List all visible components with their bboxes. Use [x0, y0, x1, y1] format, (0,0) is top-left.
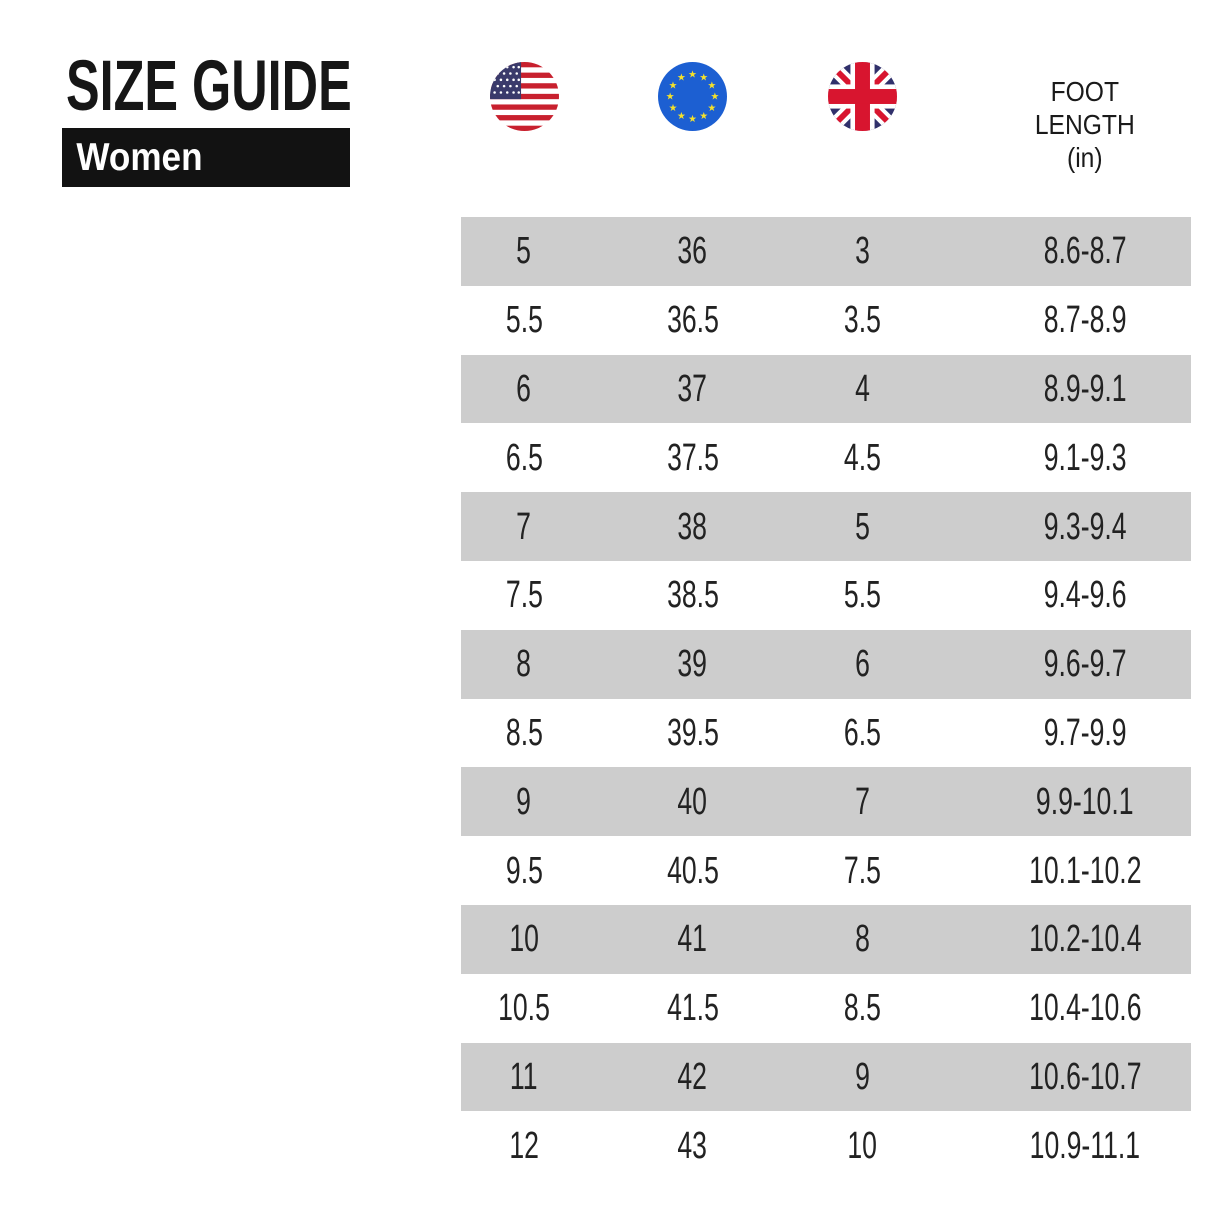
- eu-size-cell: 41: [677, 918, 708, 961]
- uk-size-cell: 8: [855, 918, 870, 961]
- eu-flag-icon: [658, 62, 727, 131]
- uk-flag-icon: [828, 62, 897, 131]
- svg-text:★: ★: [707, 80, 717, 92]
- page-title-text: SIZE GUIDE: [66, 47, 352, 126]
- eu-size-cell: 41.5: [666, 987, 719, 1030]
- uk-size-cell: 4: [855, 367, 870, 410]
- uk-size-cell: 5.5: [844, 574, 881, 617]
- foot-length-cell: 9.4-9.6: [1043, 574, 1127, 617]
- foot-length-label: [1035, 75, 1135, 174]
- size-table-row: [461, 286, 1191, 355]
- eu-size-cell: 36: [677, 230, 708, 273]
- eu-size-cell: 42: [677, 1055, 708, 1098]
- us-size-cell: 8: [516, 643, 532, 686]
- page-title: [66, 47, 468, 126]
- foot-length-cell: 9.6-9.7: [1043, 643, 1127, 686]
- uk-size-cell: 8.5: [844, 987, 881, 1030]
- svg-text:★: ★: [668, 102, 678, 114]
- column-header-eu: [587, 62, 798, 174]
- uk-size-cell: 10: [847, 1124, 878, 1167]
- size-table-row: [461, 217, 1191, 286]
- eu-size-cell: 38: [677, 505, 708, 548]
- size-table-header: [461, 62, 1191, 174]
- uk-size-cell: 3: [855, 230, 870, 273]
- column-header-uk: [798, 62, 927, 174]
- uk-size-cell: 9: [855, 1055, 870, 1098]
- svg-text:★: ★: [688, 114, 697, 126]
- us-size-cell: 5.5: [505, 299, 543, 342]
- uk-size-cell: 6.5: [844, 711, 881, 754]
- size-table-row: [461, 630, 1191, 699]
- eu-size-cell: 40.5: [666, 849, 719, 892]
- eu-size-cell: 40: [677, 780, 708, 823]
- foot-length-cell: 9.7-9.9: [1043, 711, 1127, 754]
- svg-text:★: ★: [688, 69, 697, 81]
- foot-length-line-1: FOOT: [1050, 76, 1120, 107]
- eu-size-cell: 36.5: [666, 299, 719, 342]
- foot-length-cell: 10.2-10.4: [1028, 918, 1142, 961]
- us-size-cell: 6.5: [505, 436, 543, 479]
- eu-size-cell: 43: [677, 1124, 708, 1167]
- uk-size-cell: 6: [855, 643, 870, 686]
- foot-length-cell: 8.7-8.9: [1043, 299, 1127, 342]
- us-size-cell: 11: [510, 1055, 538, 1098]
- size-table-row: [461, 423, 1191, 492]
- size-table-row: [461, 1043, 1191, 1112]
- column-header-foot-length: [927, 62, 1191, 174]
- us-size-cell: 7.5: [505, 574, 543, 617]
- size-table-row: [461, 699, 1191, 768]
- eu-size-cell: 37: [677, 367, 708, 410]
- foot-length-line-3: (in): [1067, 142, 1103, 173]
- svg-text:★: ★: [668, 80, 678, 92]
- foot-length-cell: 8.6-8.7: [1043, 230, 1127, 273]
- svg-text:★: ★: [676, 72, 686, 84]
- size-table-row: [461, 974, 1191, 1043]
- us-size-cell: 12: [509, 1124, 539, 1167]
- svg-text:★: ★: [665, 91, 675, 103]
- us-size-cell: 10: [509, 918, 539, 961]
- foot-length-cell: 10.9-11.1: [1029, 1124, 1141, 1167]
- uk-size-cell: 4.5: [844, 436, 881, 479]
- svg-text:★: ★: [707, 102, 717, 114]
- uk-size-cell: 3.5: [844, 299, 881, 342]
- us-size-cell: 10.5: [498, 987, 550, 1030]
- eu-size-cell: 37.5: [666, 436, 719, 479]
- eu-size-cell: 38.5: [666, 574, 719, 617]
- eu-size-cell: 39: [677, 643, 708, 686]
- foot-length-cell: 10.4-10.6: [1028, 987, 1142, 1030]
- gender-badge: [62, 128, 350, 187]
- svg-text:★: ★: [676, 111, 686, 123]
- foot-length-cell: 9.9-10.1: [1036, 780, 1134, 823]
- us-flag-icon: [490, 62, 559, 131]
- foot-length-cell: 8.9-9.1: [1043, 367, 1127, 410]
- us-size-cell: 6: [516, 367, 532, 410]
- size-table-row: [461, 1111, 1191, 1180]
- gender-badge-label: Women: [76, 136, 203, 179]
- size-table-row: [461, 767, 1191, 836]
- foot-length-cell: 9.1-9.3: [1043, 436, 1127, 479]
- uk-size-cell: 7: [855, 780, 870, 823]
- foot-length-cell: 9.3-9.4: [1043, 505, 1127, 548]
- us-size-cell: 8.5: [505, 711, 543, 754]
- foot-length-cell: 10.6-10.7: [1028, 1055, 1142, 1098]
- size-table-row: [461, 355, 1191, 424]
- foot-length-line-2: LENGTH: [1035, 109, 1135, 140]
- eu-size-cell: 39.5: [666, 711, 719, 754]
- column-header-us: [461, 62, 587, 174]
- us-size-cell: 9.5: [505, 849, 543, 892]
- size-table-row: [461, 905, 1191, 974]
- svg-text:★: ★: [699, 111, 709, 123]
- us-size-cell: 7: [516, 505, 532, 548]
- us-size-cell: 5: [516, 230, 532, 273]
- size-table-body: [461, 217, 1191, 1180]
- size-table-row: [461, 836, 1191, 905]
- size-table-row: [461, 492, 1191, 561]
- svg-text:★: ★: [699, 72, 709, 84]
- uk-size-cell: 7.5: [844, 849, 881, 892]
- foot-length-cell: 10.1-10.2: [1028, 849, 1142, 892]
- uk-size-cell: 5: [855, 505, 870, 548]
- svg-text:★: ★: [710, 91, 720, 103]
- size-table-row: [461, 561, 1191, 630]
- us-size-cell: 9: [516, 780, 532, 823]
